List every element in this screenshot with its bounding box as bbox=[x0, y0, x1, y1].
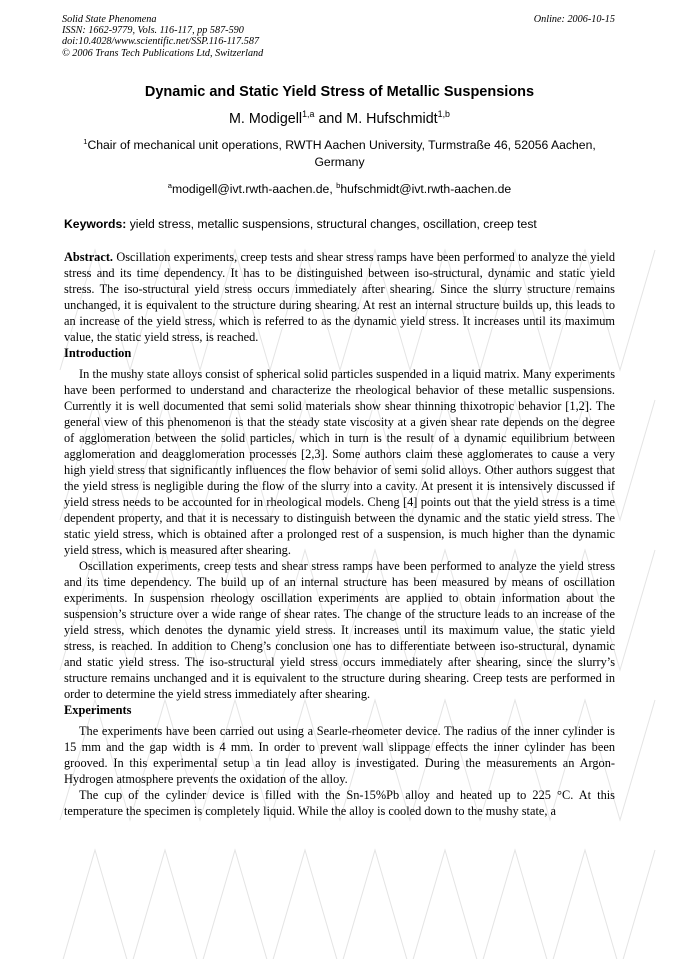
email-a-superscript: a bbox=[167, 180, 172, 190]
journal-copyright: © 2006 Trans Tech Publications Ltd, Switzerland bbox=[62, 47, 264, 59]
abstract-text: Oscillation experiments, creep tests and shear stress ramps have been performed to analyze the yield stress and its time dependency. It has to be distinguished between iso-structural, dynamic and static yield stress. The iso-structural yield stress occurs immediately after shearing. Since the slurry structure remains unchanged, it is equivalent to the structure during shearing. At rest an internal structure builds up, this leads to an increase of the yield stress, which is referred to as the dynamic yield stress. It increases until its maximum value, the static yield stress, is reached. bbox=[64, 250, 615, 344]
affiliation-text: Chair of mechanical unit operations, RWTH Aachen University, Turmstraße 46, 52056 Aachen, Germany bbox=[87, 138, 596, 169]
affiliation bbox=[64, 137, 615, 171]
authors-and: and bbox=[318, 111, 343, 127]
introduction-paragraph-2: Oscillation experiments, creep tests and shear stress ramps have been performed to analyze the yield stress and its time dependency. The build up of an internal structure has been measured by means of oscillation experiments. In suspension rheology oscillation experiments are applied to obtain information about the suspension’s structure over a wide range of shear rates. The change of the structure leads to an increase of the yield stress, which denotes the dynamic yield stress. It increases until its maximum value, the static yield stress, is reached. In addition to Cheng’s conclusion one has to differentiate between iso-structural, dynamic and static yield stress. The iso-structural yield stress occurs immediately after shearing, since the slurry’s structure remains unchanged and it is equivalent to the structure during shearing. Creep tests are performed in order to determine the yield stress immediately after shearing. bbox=[64, 559, 615, 701]
paper-title: Dynamic and Static Yield Stress of Metallic Suspensions bbox=[144, 84, 535, 100]
online-date: Online: 2006-10-15 bbox=[533, 14, 615, 25]
affiliation-superscript: 1 bbox=[83, 136, 88, 146]
experiments-paragraph-2: The cup of the cylinder device is filled with the Sn-15%Pb alloy and heated up to 225 °C. At this temperature the specimen is completely liquid. While the alloy is cooled down to the mushy state, a bbox=[64, 788, 615, 818]
introduction-paragraph-1: In the mushy state alloys consist of spherical solid particles suspended in a liquid matrix. Many experiments have been performed to understand and characterize the rheological behavior of these metallic suspensions. Currently it is well documented that semi solid materials show shear thinning thixotropic behavior [1,2]. The general view of this phenomenon is that the steady state viscosity at a given shear rate depends on the degree of agglomeration between the solid particles, which in turn is the result of a dynamic equilibrium between agglomeration and deagglomeration processes [2,3]. Some authors claim these agglomerates to cause a very high yield stress that significantly influences the flow behavior of semi solid alloys. Other authors suggest that the yield stress is negligible during the flow of the slurry into a cavity. At present it is intensively discussed if yield stress needs to be accounted for in rheological models. Cheng [4] points out that the yield stress is a time dependent property, and that it is necessary to distinguish between the dynamic and the static yield stress. The static yield stress, which is obtained after a prolonged rest of a suspension, is much higher than the dynamic yield stress, which is measured after shearing. bbox=[64, 367, 615, 557]
journal-header bbox=[64, 14, 615, 66]
journal-doi[interactable]: doi:10.4028/www.scientific.net/SSP.116-117.587 bbox=[62, 36, 260, 48]
watermark-line bbox=[60, 850, 655, 959]
author-1-superscript: 1,a bbox=[302, 109, 315, 120]
author-1: M. Modigell bbox=[229, 111, 303, 127]
introduction-heading: Introduction bbox=[64, 346, 132, 360]
keywords-text: yield stress, metallic suspensions, structural changes, oscillation, creep test bbox=[129, 217, 537, 231]
journal-info bbox=[62, 14, 263, 59]
authors-line bbox=[64, 110, 615, 128]
email-b-superscript: b bbox=[336, 180, 341, 190]
email-a[interactable]: modigell@ivt.rwth-aachen.de, bbox=[171, 182, 333, 196]
experiments-heading: Experiments bbox=[64, 703, 132, 717]
keywords-label: Keywords: bbox=[64, 217, 127, 231]
abstract-label: Abstract. bbox=[64, 250, 114, 264]
journal-issn: ISSN: 1662-9779, Vols. 116-117, pp 587-590 bbox=[62, 25, 244, 37]
abstract bbox=[64, 249, 615, 345]
author-emails bbox=[64, 182, 615, 197]
keywords bbox=[64, 217, 615, 232]
email-b[interactable]: hufschmidt@ivt.rwth-aachen.de bbox=[340, 182, 512, 196]
experiments-paragraph-1: The experiments have been carried out using a Searle-rheometer device. The radius of the inner cylinder is 15 mm and the gap width is 4 mm. In order to prevent wall slippage effects the inner cylinder has been grooved. In this experimental setup a tin lead alloy is investigated. During the measurements an Argon-Hydrogen atmosphere prevents the oxidation of the alloy. bbox=[64, 724, 615, 786]
author-2-superscript: 1,b bbox=[437, 109, 450, 120]
journal-name: Solid State Phenomena bbox=[62, 14, 157, 25]
author-2: M. Hufschmidt bbox=[346, 111, 438, 127]
article-content bbox=[64, 14, 615, 819]
